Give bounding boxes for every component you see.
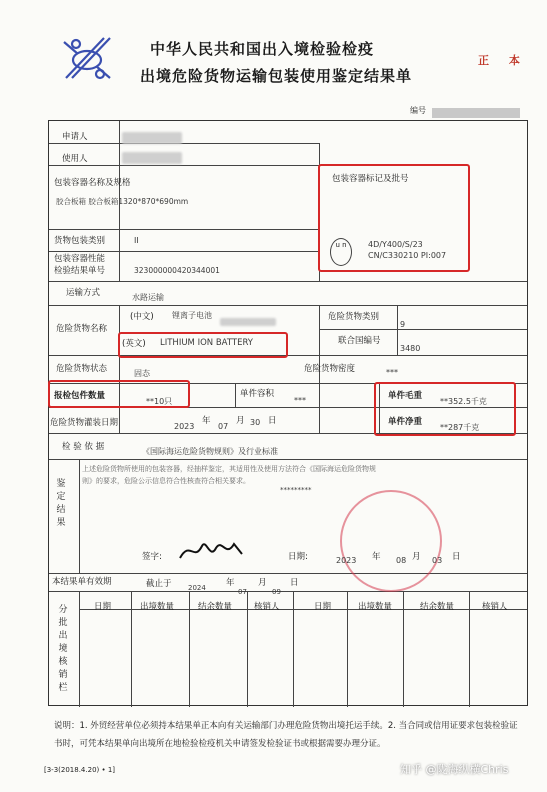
serial-label: 编号 (410, 106, 426, 115)
dg-name-en-value: LITHIUM ION BATTERY (160, 338, 253, 348)
marking-line2: CN/C330210 PI:007 (368, 251, 447, 260)
validity-until-label: 截止于 (146, 579, 172, 589)
batch-header-date-1: 日期 (94, 602, 112, 612)
sign-month-value: 08 (396, 556, 407, 565)
pack-date-label: 危险货物灌装日期 (50, 418, 119, 428)
dg-state-value: 固态 (134, 369, 150, 378)
result-text-line1: 上述危险货物所使用的包装容器，经抽样鉴定，其适用性及使用方法符合《国际海运危险货物规 (82, 465, 376, 473)
transport-mode-value: 水路运输 (132, 293, 164, 302)
valid-year-unit: 年 (226, 578, 235, 588)
valid-month-unit: 月 (258, 578, 267, 588)
un-no-value: 3480 (400, 344, 421, 353)
valid-year-value: 2024 (188, 584, 206, 592)
dg-name-label: 危险货物名称 (56, 324, 108, 334)
batch-header-verifier-1: 核销人 (254, 602, 280, 612)
marking-line1: 4D/Y400/S/23 (368, 240, 423, 249)
dg-name-zh-tag: (中文) (130, 312, 154, 322)
handwritten-signature (176, 536, 246, 566)
container-name-value: 胶合板箱 胶合板箱1320*870*690mm (56, 197, 189, 206)
applicant-label: 申请人 (62, 132, 88, 142)
perf-cert-label-1: 包装容器性能 (54, 254, 106, 264)
user-redacted (122, 152, 182, 164)
form-code: [3-3(2018.4.20) • 1] (44, 766, 116, 774)
ciq-emblem-logo (56, 30, 118, 84)
signature-label: 签字: (142, 552, 162, 562)
pack-year-value: 2023 (174, 422, 195, 431)
applicant-redacted (122, 132, 182, 144)
official-red-seal (340, 490, 442, 592)
batch-header-balance-qty-2: 结余数量 (420, 602, 455, 612)
dg-name-zh-value: 锂离子电池 (172, 311, 212, 320)
batch-header-balance-qty-1: 结余数量 (198, 602, 233, 612)
dg-name-en-tag: (英文) (122, 339, 146, 349)
result-column-label: 鉴定结果 (56, 479, 66, 528)
valid-month-value: 07 (238, 588, 247, 596)
net-weight-label: 单件净重 (388, 417, 423, 427)
highlight-inspect-qty (48, 380, 190, 408)
valid-day-unit: 日 (290, 578, 299, 588)
unit-volume-label: 单件容积 (240, 389, 275, 399)
dg-density-label: 危险货物密度 (304, 364, 356, 374)
dg-class-value: 9 (400, 320, 406, 329)
valid-day-value: 09 (272, 588, 281, 596)
gross-weight-label: 单件毛重 (388, 391, 423, 401)
pack-year-unit: 年 (202, 416, 211, 426)
marking-label: 包装容器标记及批号 (332, 174, 409, 184)
document-title-line2: 出境危险货物运输包装使用鉴定结果单 (140, 67, 413, 85)
batch-header-export-qty-2: 出境数量 (358, 602, 393, 612)
batch-column-label: 分批出境核销栏 (58, 605, 68, 693)
un-no-label: 联合国编号 (338, 336, 381, 346)
user-label: 使用人 (62, 154, 88, 164)
instructions-note: 说明：1. 外贸经营单位必须持本结果单正本向有关运输部门办理危险货物出境托运手续。2. 当合同或信用证要求包装检验证书时，可凭本结果单向出境所在地检验检疫机关申请签发检验证书或根据需要办理分证。 (54, 721, 518, 749)
batch-header-verifier-2: 核销人 (482, 602, 508, 612)
original-copy-mark: 正 本 (478, 54, 528, 67)
sign-year-unit: 年 (372, 552, 381, 562)
dg-density-value: *** (386, 368, 398, 377)
basis-label: 检 验 依 据 (62, 442, 105, 452)
highlight-weights (374, 382, 516, 436)
result-stars: ********* (280, 486, 312, 494)
batch-header-export-qty-1: 出境数量 (140, 602, 175, 612)
container-name-label: 包装容器名称及规格 (54, 178, 131, 188)
dg-class-label: 危险货物类别 (328, 312, 380, 322)
perf-cert-label-2: 检验结果单号 (54, 266, 106, 276)
packing-class-value: II (134, 236, 139, 245)
serial-number-redacted (432, 108, 520, 118)
sign-day-value: 03 (432, 556, 443, 565)
highlight-marking (318, 164, 470, 272)
document-title-line1: 中华人民共和国出入境检验检疫 (150, 40, 375, 58)
batch-header-date-2: 日期 (314, 602, 332, 612)
perf-cert-value: 323000000420344001 (134, 266, 220, 275)
sign-month-unit: 月 (412, 552, 421, 562)
net-weight-value: **287千克 (440, 423, 480, 432)
pack-month-value: 07 (218, 422, 229, 431)
pack-day-unit: 日 (268, 416, 277, 426)
validity-label: 本结果单有效期 (52, 577, 112, 587)
result-text-line2: 则》的要求，危险公示信息符合性核查符合相关要求。 (82, 477, 250, 485)
transport-mode-label: 运输方式 (66, 288, 101, 298)
pack-day-value: 30 (250, 418, 261, 427)
zhihu-watermark: 知乎 @陇海纵横Chris (400, 763, 509, 776)
dg-state-label: 危险货物状态 (56, 364, 108, 374)
packing-class-label: 货物包装类别 (54, 236, 106, 246)
inspect-qty-value: **10只 (146, 397, 173, 406)
gross-weight-value: **352.5千克 (440, 397, 487, 406)
pack-month-unit: 月 (236, 416, 245, 426)
date-label: 日期: (288, 552, 308, 562)
sign-day-unit: 日 (452, 552, 461, 562)
inspect-qty-label: 报检包件数量 (54, 391, 106, 401)
dg-name-zh-redacted (220, 318, 276, 326)
sign-year-value: 2023 (336, 556, 357, 565)
un-symbol-text: u n (335, 241, 347, 249)
highlight-en-name (118, 332, 288, 358)
unit-volume-value: *** (294, 396, 306, 405)
basis-value: 《国际海运危险货物规则》及行业标准 (142, 447, 278, 456)
